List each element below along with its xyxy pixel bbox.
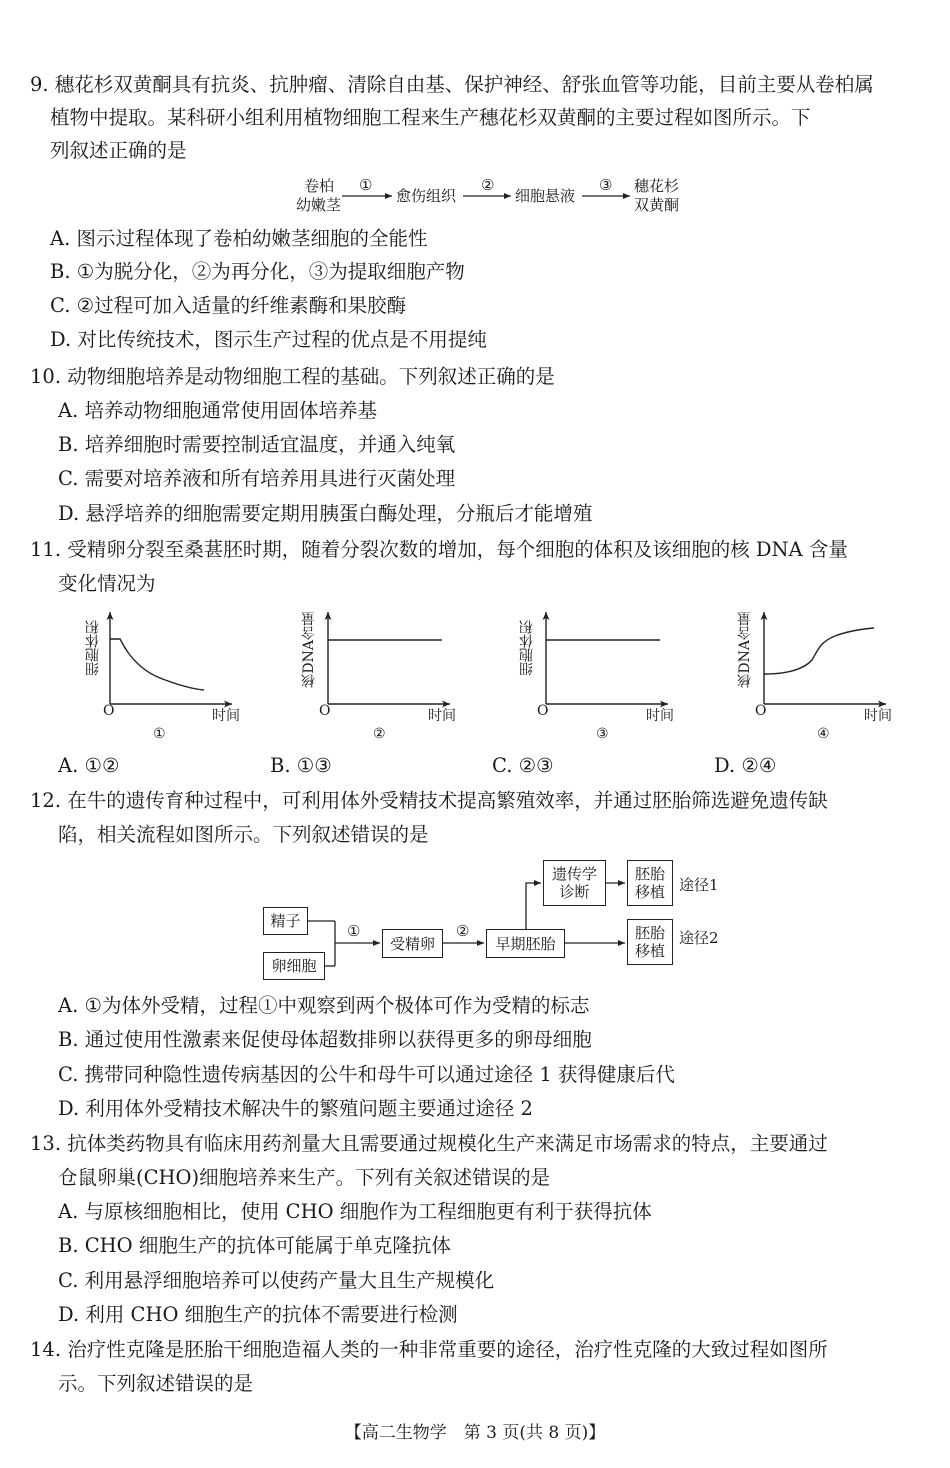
q13-option-b: B. CHO 细胞生产的抗体可能属于单克隆抗体 (58, 1234, 451, 1257)
page-footer: 【高二生物学 第 3 页(共 8 页)】 (344, 1423, 606, 1443)
graph1-number: ① (153, 726, 166, 742)
q9-node-juanbai-a: 卷柏 (304, 177, 335, 195)
label-path2: 途径2 (679, 929, 719, 947)
q12-step-2: ② (456, 922, 470, 940)
q12-option-c: C. 携带同种隐性遗传病基因的公牛和母牛可以通过途径 1 获得健康后代 (58, 1063, 675, 1086)
q12-option-a: A. ①为体外受精，过程①中观察到两个极体可作为受精的标志 (58, 994, 590, 1017)
box-sperm: 精子 (263, 907, 308, 935)
q9-step-1: ① (359, 176, 373, 194)
q11-stem-line1: 11. 受精卵分裂至桑葚胚时期，随着分裂次数的增加，每个细胞的体积及该细胞的核 DNA 含量 (30, 538, 848, 561)
q12-option-d: D. 利用体外受精技术解决牛的繁殖问题主要通过途径 2 (58, 1097, 533, 1120)
graph1 (110, 612, 232, 704)
q9-node-suspension: 细胞悬液 (515, 187, 576, 205)
q12-stem-line1: 12. 在牛的遗传育种过程中，可利用体外受精技术提高繁殖效率，并通过胚胎筛选避免遗传缺 (30, 789, 828, 812)
q10-stem: 10. 动物细胞培养是动物细胞工程的基础。下列叙述正确的是 (30, 365, 555, 388)
q13-option-a: A. 与原核细胞相比，使用 CHO 细胞作为工程细胞更有利于获得抗体 (58, 1200, 652, 1223)
q10-option-c: C. 需要对培养液和所有培养用具进行灭菌处理 (58, 467, 456, 490)
graph3-xlabel: 时间 (646, 708, 674, 724)
q13-stem-line1: 13. 抗体类药物具有临床用药剂量大且需要通过规模化生产来满足市场需求的特点，主要通过 (30, 1132, 828, 1155)
box-zygote: 受精卵 (382, 929, 443, 958)
q14-stem-line1: 14. 治疗性克隆是胚胎干细胞造福人类的一种非常重要的途径，治疗性克隆的大致过程如图所 (30, 1338, 828, 1361)
graph1-ylabel: 细胞体积 (85, 620, 101, 676)
graph3-ylabel: 细胞体积 (519, 620, 535, 676)
box-egg: 卵细胞 (263, 952, 325, 980)
q13-option-d: D. 利用 CHO 细胞生产的抗体不需要进行检测 (58, 1303, 458, 1326)
label-path1: 途径1 (679, 876, 719, 894)
diag-line1: 遗传学 (551, 865, 597, 883)
graph4-origin: O (755, 703, 767, 719)
graph2-number: ② (373, 726, 386, 742)
graph2-ylabel: 核DNA含量 (301, 612, 317, 688)
q9-stem-line3: 列叙述正确的是 (50, 139, 187, 162)
q9-option-b: B. ①为脱分化，②为再分化，③为提取细胞产物 (50, 260, 465, 283)
q12-connectors (308, 883, 625, 966)
q10-option-d: D. 悬浮培养的细胞需要定期用胰蛋白酶处理，分瓶后才能增殖 (58, 502, 593, 525)
q14-stem-line2: 示。下列叙述错误的是 (58, 1372, 254, 1395)
q12-stem-line2: 陷，相关流程如图所示。下列叙述错误的是 (58, 823, 429, 846)
graph4-number: ④ (817, 726, 830, 742)
transfer1-line1: 胚胎 (634, 865, 665, 883)
q13-option-c: C. 利用悬浮细胞培养可以使药产量大且生产规模化 (58, 1269, 495, 1292)
graph4 (764, 612, 886, 704)
q9-stem-line1: 9. 穗花杉双黄酮具有抗炎、抗肿瘤、清除自由基、保护神经、舒张血管等功能，目前主要从卷柏属 (30, 73, 874, 96)
q10-option-b: B. 培养细胞时需要控制适宜温度，并通入纯氧 (58, 433, 456, 456)
q11-option-c: C. ②③ (492, 754, 554, 777)
q9-node-juanbai-b: 幼嫩茎 (296, 196, 342, 214)
q11-option-b: B. ①③ (270, 754, 332, 777)
graph1-xlabel: 时间 (212, 708, 240, 724)
graph1-origin: O (103, 703, 115, 719)
q9-stem-line2: 植物中提取。某科研小组利用植物细胞工程来生产穗花杉双黄酮的主要过程如图所示。下 (50, 106, 811, 129)
graph2 (328, 612, 450, 704)
graph3-number: ③ (596, 726, 609, 742)
q9-step-3: ③ (599, 176, 613, 194)
graph4-xlabel: 时间 (864, 708, 892, 724)
q9-node-product-b: 双黄酮 (634, 196, 680, 214)
graph2-xlabel: 时间 (428, 708, 456, 724)
q9-node-product-a: 穗花杉 (634, 177, 680, 195)
graph3 (546, 612, 668, 704)
transfer2-line1: 胚胎 (634, 924, 665, 942)
q9-option-c: C. ②过程可加入适量的纤维素酶和果胶酶 (50, 294, 407, 317)
q9-node-callus: 愈伤组织 (396, 187, 457, 205)
diag-line2: 诊断 (559, 883, 590, 901)
transfer1-line2: 移植 (634, 883, 665, 901)
graph2-origin: O (319, 703, 331, 719)
graph3-origin: O (537, 703, 549, 719)
q9-option-d: D. 对比传统技术，图示生产过程的优点是不用提纯 (50, 328, 487, 351)
transfer2-line2: 移植 (634, 942, 665, 960)
q11-option-d: D. ②④ (714, 754, 777, 777)
q9-option-a: A. 图示过程体现了卷柏幼嫩茎细胞的全能性 (50, 227, 428, 250)
box-early-embryo: 早期胚胎 (486, 929, 565, 958)
graph4-ylabel: 核DNA含量 (737, 612, 753, 688)
q10-option-a: A. 培养动物细胞通常使用固体培养基 (58, 399, 377, 422)
q13-stem-line2: 仓鼠卵巢(CHO)细胞培养来生产。下列有关叙述错误的是 (58, 1166, 551, 1189)
q11-stem-line2: 变化情况为 (58, 572, 156, 595)
q12-option-b: B. 通过使用性激素来促使母体超数排卵以获得更多的卵母细胞 (58, 1028, 592, 1051)
q9-step-2: ② (481, 176, 495, 194)
q11-option-a: A. ①② (58, 754, 120, 777)
q12-step-1: ① (347, 922, 361, 940)
